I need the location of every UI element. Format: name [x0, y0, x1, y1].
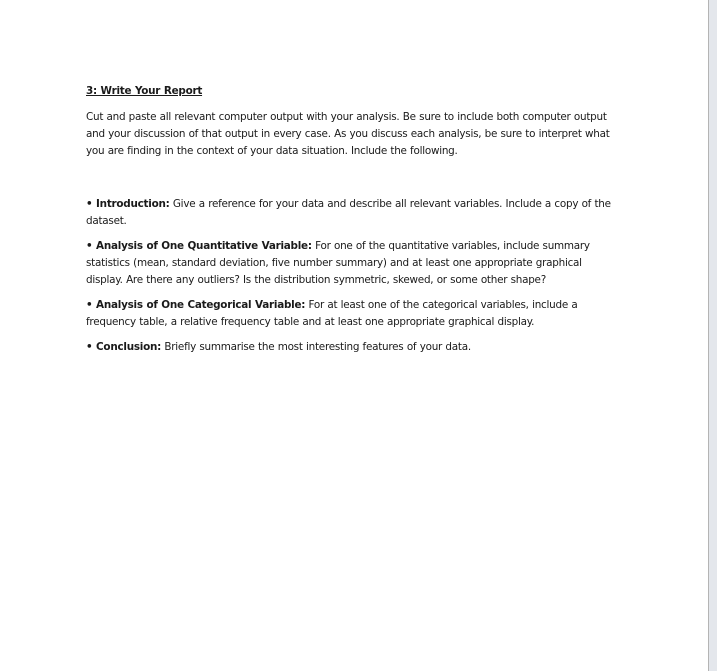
- bullet-text: For at least one of the categorical variables, include a frequency table, a relative frequency table and at least one appropriate graphical display.: [86, 299, 578, 328]
- bullet-label: • Analysis of One Quantitative Variable:: [86, 240, 312, 252]
- intro-paragraph: Cut and paste all relevant computer output with your analysis. Be sure to include both computer output and your discussion of that output in every case. As you discuss each analysis, be sure to interpret what you are finding in the context of your data situation. Include the following.: [86, 111, 610, 157]
- bullet-categorical-analysis: [86, 297, 616, 331]
- document-body: [86, 83, 616, 364]
- bullet-label: • Introduction:: [86, 198, 170, 210]
- bullet-text: Give a reference for your data and describe all relevant variables. Include a copy of the dataset.: [86, 198, 611, 227]
- window-gutter: [709, 0, 717, 671]
- bullet-text: For one of the quantitative variables, include summary statistics (mean, standard deviation, five number summary) and at least one appropriate graphical display. Are there any outliers? Is the distribution symmetric, skewed, or some other shape?: [86, 240, 590, 286]
- bullet-label: • Conclusion:: [86, 341, 162, 353]
- bullet-text: Briefly summarise the most interesting features of your data.: [161, 341, 471, 353]
- bullet-quantitative-analysis: [86, 238, 616, 289]
- bullet-introduction: [86, 196, 616, 230]
- bullet-conclusion: [86, 339, 616, 356]
- section-heading: 3: Write Your Report: [86, 85, 203, 97]
- bullet-label: • Analysis of One Categorical Variable:: [86, 299, 306, 311]
